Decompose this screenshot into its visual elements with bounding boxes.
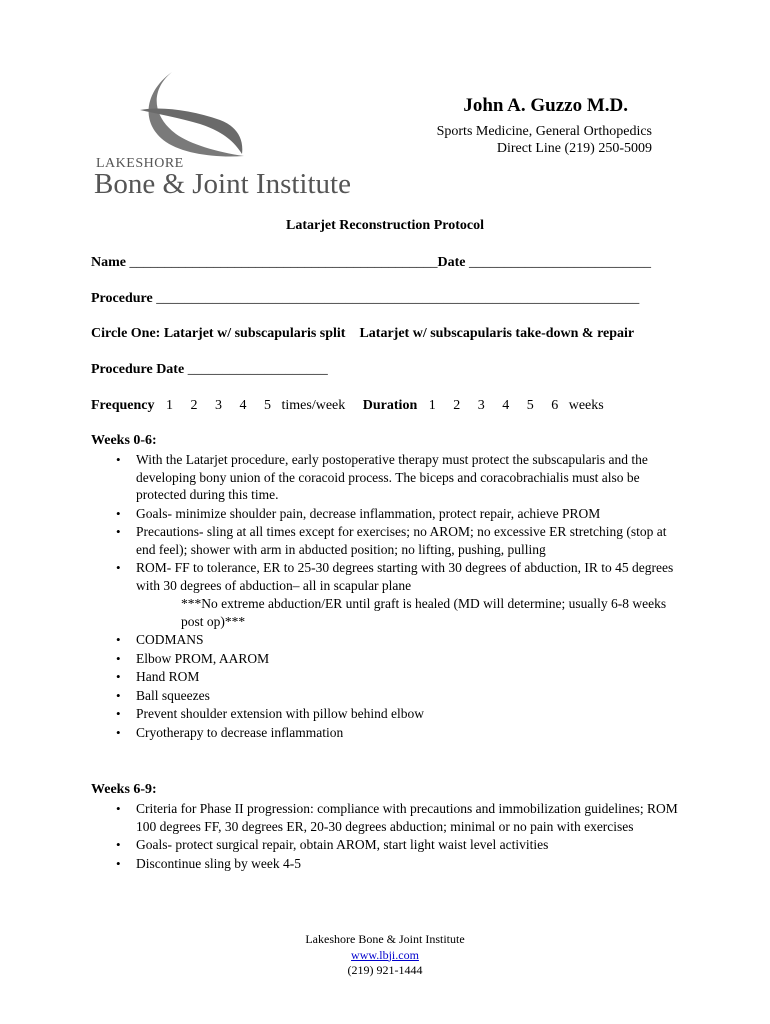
footer — [0, 932, 770, 979]
bone-logo-icon — [120, 68, 260, 168]
frequency-options[interactable]: 1 2 3 4 5 times/week — [166, 398, 346, 413]
weeks-0-6-list — [91, 451, 681, 594]
list-item: • Precautions- sling at all times except for exercises; no AROM; no excessive ER stretching (stop at end feel); shower with arm in abducted position; no lifting, pushing, pulling — [136, 523, 681, 558]
list-item: • Elbow PROM, AAROM — [136, 650, 681, 668]
procedure-row — [91, 291, 639, 307]
date-blank[interactable]: __________________________ — [469, 255, 651, 270]
logo-small-text: LAKESHORE — [96, 156, 184, 171]
date-label: Date — [437, 255, 466, 270]
logo — [90, 68, 380, 203]
name-date-row — [91, 255, 651, 271]
duration-options[interactable]: 1 2 3 4 5 6 weeks — [428, 398, 604, 413]
duration-label: Duration — [362, 398, 418, 413]
circle-one-row[interactable]: Circle One: Latarjet w/ subscapularis split Latarjet w/ subscapularis take-down & repair — [91, 326, 635, 341]
logo-big-text: Bone & Joint Institute — [94, 168, 351, 200]
list-item: • Goals- protect surgical repair, obtain AROM, start light waist level activities — [136, 836, 681, 854]
list-item: • ROM- FF to tolerance, ER to 25-30 degrees starting with 30 degrees of abduction, IR to 45 degrees with 30 degrees of abduction– all in scapular plane — [136, 559, 681, 594]
footer-phone: (219) 921-1444 — [347, 963, 423, 977]
weeks-6-9-list — [91, 800, 681, 872]
name-blank[interactable]: ____________________________________________ — [129, 255, 438, 270]
frequency-duration-row — [91, 398, 604, 414]
list-item: • Cryotherapy to decrease inflammation — [136, 724, 681, 742]
page-title: Latarjet Reconstruction Protocol — [285, 218, 485, 233]
doctor-phone: Direct Line (219) 250-5009 — [496, 141, 652, 156]
weeks-0-6-heading: Weeks 0-6: — [91, 433, 157, 448]
list-item: • Goals- minimize shoulder pain, decrease inflammation, protect repair, achieve PROM — [136, 505, 681, 523]
doctor-specialty: Sports Medicine, General Orthopedics — [436, 124, 652, 139]
list-item: • Prevent shoulder extension with pillow behind elbow — [136, 705, 681, 723]
list-item: • With the Latarjet procedure, early postoperative therapy must protect the subscapularis and the developing bony union of the coracoid process. The biceps and coracobrachialis must also be protected during this time. — [136, 451, 681, 504]
weeks-6-9-heading: Weeks 6-9: — [91, 782, 157, 797]
procedure-date-row — [91, 362, 328, 378]
footer-website-link[interactable]: www.lbji.com — [351, 947, 419, 962]
procedure-date-label: Procedure Date — [91, 362, 185, 377]
list-item: • CODMANS — [136, 631, 681, 649]
list-item: • Hand ROM — [136, 668, 681, 686]
doctor-header — [437, 95, 652, 157]
procedure-label: Procedure — [91, 291, 153, 306]
procedure-blank[interactable]: _____________________________________________________________________ — [156, 291, 640, 306]
list-item: • Criteria for Phase II progression: compliance with precautions and immobilization guidelines; ROM 100 degrees FF, 30 degrees ER, 20-30 degrees abduction; minimal or no pain with exercises — [136, 800, 681, 835]
note-text: ***No extreme abduction/ER until graft is healed (MD will determine; usually 6-8 weeks post op)*** — [181, 596, 667, 629]
footer-org: Lakeshore Bone & Joint Institute — [305, 932, 465, 946]
procedure-date-blank[interactable]: ____________________ — [187, 362, 328, 377]
frequency-label: Frequency — [91, 398, 155, 413]
name-label: Name — [91, 255, 126, 270]
list-item: • Discontinue sling by week 4-5 — [136, 855, 681, 873]
weeks-6-9-section — [91, 782, 681, 873]
abduction-note — [91, 595, 681, 630]
doctor-name: John A. Guzzo M.D. — [463, 95, 628, 116]
weeks-0-6-section — [91, 433, 681, 742]
weeks-0-6-list-2 — [91, 631, 681, 741]
list-item: • Ball squeezes — [136, 687, 681, 705]
